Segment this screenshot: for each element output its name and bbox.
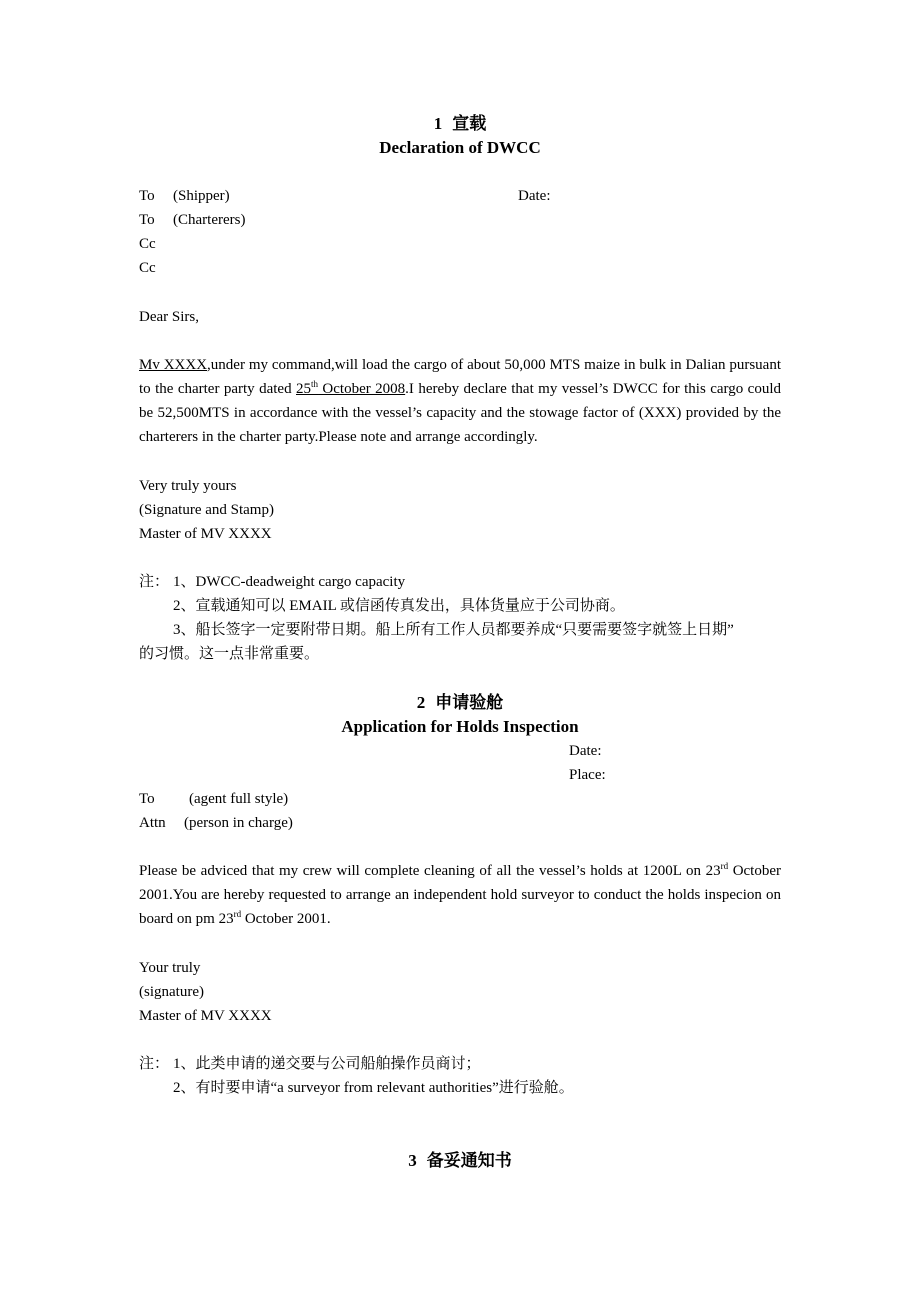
attn-label: Attn xyxy=(139,815,166,831)
to-agent: (agent full style) xyxy=(189,791,289,807)
section3-title-cn: 3 备妥通知书 xyxy=(408,1151,512,1170)
master-line: Master of MV XXXX xyxy=(139,1008,272,1024)
section1-title-cn: 1 宣载 xyxy=(433,114,487,133)
note-label: 注： xyxy=(139,574,170,590)
to-shipper: (Shipper) xyxy=(173,188,230,204)
signature-line: (signature) xyxy=(139,984,204,1000)
date-label: Date: xyxy=(518,188,551,204)
note-label: 注： xyxy=(139,1056,170,1072)
attn-person: (person in charge) xyxy=(184,815,293,831)
to-charterers: (Charterers) xyxy=(173,212,246,228)
master-line: Master of MV XXXX xyxy=(139,526,272,542)
cc-label: Cc xyxy=(139,260,156,276)
section2-body: Please be adviced that my crew will complete cleaning of all the vessel’s holds at 1200L on 23rd October 2001.You are hereby requested to arrange an independent hold surveyor to conduct the holds inspecion on board on pm 23rd October 2001. xyxy=(139,861,782,927)
note-item: 1、此类申请的递交要与公司船舶操作员商讨； xyxy=(173,1056,481,1072)
salutation: Dear Sirs, xyxy=(139,309,199,325)
date-label: Date: xyxy=(569,743,602,759)
to-label: To xyxy=(139,188,155,204)
to-label: To xyxy=(139,791,155,807)
note-item: 1、DWCC-deadweight cargo capacity xyxy=(173,574,406,590)
note-item: 3、船长签字一定要附带日期。船上所有工作人员都要养成“只要需要签字就签上日期” xyxy=(173,622,734,638)
note-item: 2、宣载通知可以 EMAIL 或信函传真发出，具体货量应于公司协商。 xyxy=(173,598,625,614)
section2-title-en: Application for Holds Inspection xyxy=(341,717,579,736)
note-item: 2、有时要申请“a surveyor from relevant authorities”进行验舱。 xyxy=(173,1080,574,1096)
to-label: To xyxy=(139,212,155,228)
vessel-name: Mv XXXX xyxy=(139,357,208,373)
note-item-continued: 的习惯。这一点非常重要。 xyxy=(139,646,320,662)
section2-title-cn: 2 申请验舱 xyxy=(416,693,504,712)
place-label: Place: xyxy=(569,767,606,783)
closing: Your truly xyxy=(139,960,201,976)
section1-title-en: Declaration of DWCC xyxy=(379,138,541,157)
charter-party-date: 25th October 2008 xyxy=(296,379,406,397)
cc-label: Cc xyxy=(139,236,156,252)
closing: Very truly yours xyxy=(139,478,237,494)
section1-body: Mv XXXX,under my command,will load the cargo of about 50,000 MTS maize in bulk in Dalian pursuant to the charter party dated 25th October 2008.I hereby declare that my vessel’s DWCC for this cargo could be 52,500MTS in accordance with the vessel’s capacity and the stowage factor of (XXX) provided by the charterers in the charter party.Please note and arrange accordingly. xyxy=(139,357,782,445)
signature-line: (Signature and Stamp) xyxy=(139,502,274,518)
